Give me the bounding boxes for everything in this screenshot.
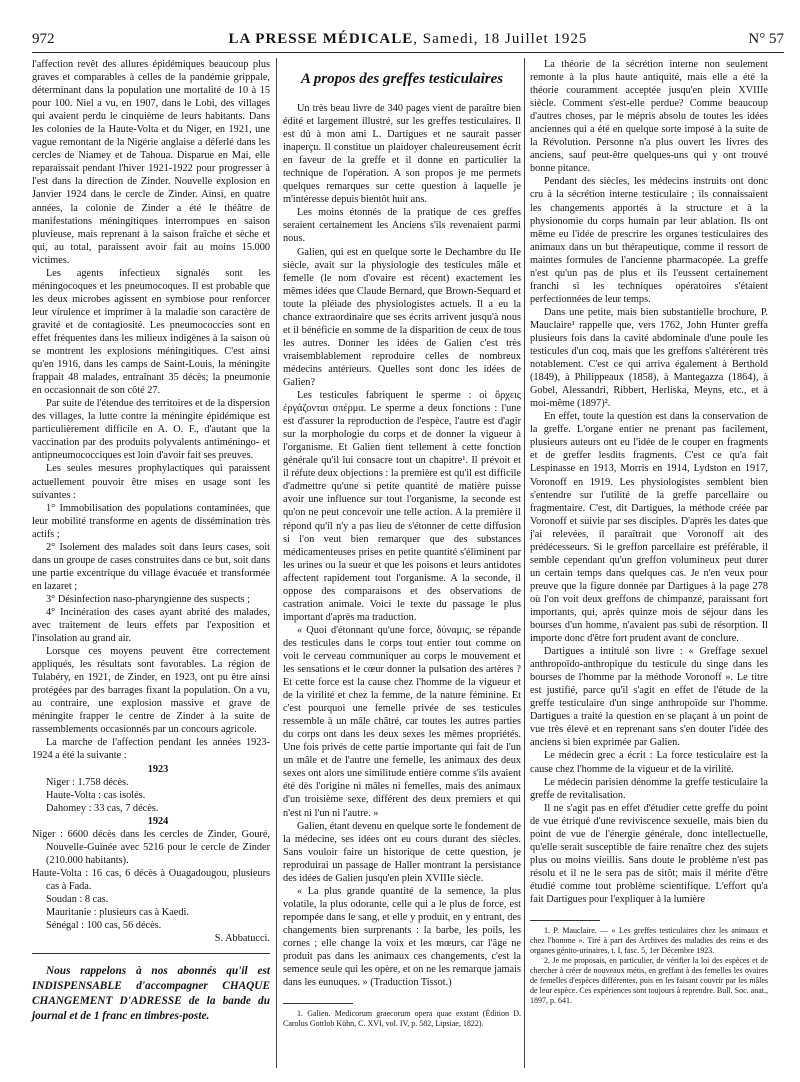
measure-item: 4° Incinération des cases ayant abrité des malades, avec traitement de leurs effets par l'exposition et l'insolation au grand air. bbox=[32, 606, 270, 645]
paragraph: Dans une petite, mais bien substantielle brochure, P. Mauclaire¹ rappelle que, vers 1762, John Hunter greffa plusieurs fois dans la cavité abdominale d'une poule les testicules d'un coq, mais que les greffons s'altérèrent très notablement. C'est ce qui arriva également à Berthold (1849), à Philippeaux (1858), à Mantegazza (1864), à Gobel, Alessandri, Ribbert, Herliska, Meyns, etc., et à moi-même (1897)². bbox=[530, 306, 768, 410]
paragraph: Il ne s'agit pas en effet d'étudier cette greffe du point de vue étriqué d'une reviviscence sexuelle, mais bien du point de vue de l'énergie générale, donc intellectuelle, qu'elle serait susceptible de faire renaître chez des sujets plus ou moins vieillis. Sans doute le problème n'est pas résolu et il ne le sera pas de sitôt; mais il mérite d'être étudié comme tout problème scientifique. L'effort qu'a fait Dartigues pour l'expliquer à la lumière bbox=[530, 802, 768, 905]
footnote: 2. Je me proposais, en particulier, de vérifier la loi des espèces et de chercher à créer de nouveaux métis, en greffant à des femelles les ovaires de femelles d'espèces différentes, puis en les faisant couvrir par les mâles de leur espèce. Ces expériences sont toujours à reprendre. Bull. Soc. anat., 1897, p. 641. bbox=[530, 956, 768, 1006]
footnote-divider bbox=[283, 1003, 353, 1004]
journal-name: LA PRESSE MÉDICALE bbox=[228, 31, 414, 47]
paragraph: Les testicules fabriquent le sperme : οἱ ὄρχεις ἐργάζονται σπέρμα. Le sperme a deux fonctions : l'une est d'assurer la reproduction de l'espèce, l'autre est d'agir sur la morphologie du corps et de donner la vigueur à l'organisme. Et Galien tient tellement à cette fonction générale qu'il lui consacre tout un chapitre¹. Il prévoit et il réfute deux objections : la première est qu'il est difficile d'admettre qu'une si petite quantité de matière puisse avoir une influence sur tout l'organisme, la seconde est qu'on ne peut concevoir une telle action. A la première il répond qu'il n'y a pas lieu de s'étonner de cette diffusion si l'on veut bien remarquer que des substances médicamenteuses prises en petite quantité s'éliminent par les urines ou la sueur et que les poisons et leurs antidotes affectent rapidement tout l'organisme. A la seconde, il oppose des comparaisons et des observations de castration animale. Voici le texte du passage le plus important d'après ma traduction. bbox=[283, 390, 521, 623]
measure-item: 3° Désinfection naso-pharyngienne des suspects ; bbox=[46, 593, 250, 605]
journal-masthead bbox=[32, 30, 784, 48]
footnote: 1. P. Mauclaire. — « Les greffes testiculaires chez les animaux et chez l'homme ». Tiré à part des Archives des maladies des reins et des organes génito-urinaires, t. I, fasc. 5, 1er Décembre 1923. bbox=[530, 926, 768, 956]
stat-line: Niger : 1.758 décès. bbox=[46, 776, 129, 788]
stat-line: Dahomey : 33 cas, 7 décès. bbox=[46, 802, 159, 814]
paragraph: Par suite de l'étendue des territoires et de la dispersion des villages, la lutte contre la méningite épidémique est particulièrement difficile en A. O. F., d'autant que la vaccination par des produits polyvalents antiméningo- et antipneumococciques est loin d'avoir fait ses preuves. bbox=[32, 398, 270, 462]
stat-line: Haute-Volta : cas isolés. bbox=[46, 789, 146, 801]
paragraph: En effet, toute la question est dans la conservation de la greffe. L'organe entier ne prenant pas facilement, plusieurs auteurs ont eu l'idée de le couper en fragments et de greffer lesdits fragments. C'est ce qu'a fait Lespinasse en 1913, Morris en 1914, Lydston en 1917, Voronoff en 1919. Les physiologistes semblent bien s'entendre sur l'utilité de la greffe parcellaire ou fragmentaire. C'est, dit Dartigues, la méthode créée par Voronoff et suivie par ses disciples. D'après les dates que j'ai relevées, il paraîtrait que Voronoff ait des prédécesseurs. Si le greffon parcellaire est préférable, il semble cependant qu'un greffon volumineux peut durer un certain temps dans quelques cas. Je n'en veux pour preuve que la figure donnée par Dartigues à la page 278 où l'on voit deux greffons de chimpanzé, paraissant fort importants, qui, après quinze mois de séjour dans les bourses d'un homme, n'avaient pas subi de résorption. Il importe donc d'être fort prudent avant de conclure. bbox=[530, 411, 768, 645]
stat-line: Mauritanie : plusieurs cas à Kaedi. bbox=[46, 907, 189, 919]
paragraph: La marche de l'affection pendant les années 1923-1924 a été la suivante : bbox=[32, 737, 270, 762]
quotation: « La plus grande quantité de la semence, la plus volatile, la plus odorante, celle qui a le plus de force, est repompée dans le sang, et elle y produit, en y entrant, des changements bien surprenants : la barbe, les poils, les cornes ; elle change la voix et les mœurs, car l'âge ne produit pas dans les animaux ces changements, c'est la semence seule qui les opère, et on ne les remarque jamais dans les eunuques. » (Traduction Tissot.) bbox=[283, 885, 521, 989]
paragraph: Les seules mesures prophylactiques qui paraissent actuellement pouvoir être mises en usage sont les suivantes : bbox=[32, 463, 270, 501]
subscriber-notice: Nous rappelons à nos abonnés qu'il est INDISPENSABLE d'accompagner CHAQUE CHANGEMENT D'ADRESSE de la bande du journal et de 1 franc en timbres-poste. bbox=[32, 965, 270, 1023]
column-divider bbox=[276, 58, 277, 1068]
issue-number: N° 57 bbox=[748, 31, 784, 47]
column-right bbox=[530, 58, 768, 1006]
measure-item: 1° Immobilisation des populations contaminées, que leur mobilité transforme en agents de dissémination très actifs ; bbox=[32, 502, 270, 540]
paragraph: Dartigues a intitulé son livre : « Greffage sexuel anthropoïdo-anthropique du testicule du singe dans les bourses de l'homme par la méthode Voronoff ». Le titre est justifié, parce qu'il s'agit en effet de l'étude de la greffe testiculaire d'un singe anthropoïde sur l'homme. Dartigues a traité la question en se plaçant à un point de vue très élevé et en reprenant sans s'en douter l'idée des anciens si bien exprimée par Galien. bbox=[530, 646, 768, 749]
article-title: A propos des greffes testiculaires bbox=[300, 71, 504, 87]
stat-line: Soudan : 8 cas. bbox=[46, 894, 109, 905]
paragraph: Les agents infectieux signalés sont les méningocoques et les pneumocoques. Il est probable que les deux microbes agissent en symbiose pour renforcer leur virulence et imprimer à la maladie son caractère de gravité et de contagiosité. Les pneumococcies sont en effet fréquentes dans les milieux indigènes à la saison où se montrent les explosions méningitiques. C'est ainsi qu'en 1916, dans les camps de Saint-Louis, la méningite frappait 48 malades, entraînant 35 décès; la pneumonie en occasionnait de son côté 27. bbox=[32, 267, 270, 397]
paragraph: Pendant des siècles, les médecins instruits ont donc cru à la sécrétion interne testiculaire ; ils connaissaient les changements apportés à la structure et à la physionomie du corps humain par leur ablation. Ils ont même eu l'idée de prescrire les organes testiculaires des animaux dans un but thérapeutique, comme il ressort de maintes formules de l'ancienne pharmacopée. La greffe n'est qu'un pas de plus et ils l'eussent certainement franchi si les techniques opératoires s'étaient perfectionnées de leur temps. bbox=[530, 176, 768, 305]
measure-item: 2° Isolement des malades soit dans leurs cases, soit dans un groupe de cases construites dans ce but, soit dans une partie excentrique du village évacuée et transformée en lazaret ; bbox=[32, 541, 270, 592]
stat-line: Niger : 6600 décès dans les cercles de Zinder, Gouré, Nouvelle-Guinée avec 5216 pour le cercle de Zinder (210.000 habitants). bbox=[32, 828, 270, 866]
column-left bbox=[32, 58, 270, 1024]
paragraph: La théorie de la sécrétion interne non seulement remonte à la plus haute antiquité, mais elle a été la théorie couramment acceptée jusqu'en plein XVIIIe siècle. Comment s'est-elle perdue? Comme beaucoup d'autres choses, par le mépris absolu de toutes les idées anciennes qui a été en quelque sorte imposé à la suite de la Révolution. Personne n'a plus ouvert les livres des anciens, sauf peut-être quelques-uns qui y ont trouvé bonne pitance. bbox=[530, 59, 768, 175]
paragraph: l'affection revêt des allures épidémiques beaucoup plus graves et comparables à celles de la pandémie grippale, déterminant dans la population une mortalité de 10 à 15 pour 100. Niel a vu, en 1907, dans le Lobi, des villages qui avaient perdu le cinquième de leurs habitants. Dans les colonies de la Haute-Volta et du Niger, en 1921, une vague remontant de la Nigérie anglaise a déferlé dans les cercles de Niamey et de Tahoua. Disparue en Mai, elle reparaissait pendant l'hiver 1921-1922 pour progresser à l'est dans la direction de Zinder. Nouvelle explosion en Janvier 1924 dans le cercle de Zinder. Ainsi, en quatre années, la colonie de Zinder a été le théâtre de manifestations méningitiques interrompues en saison pluvieuse, mais reprenant à la saison fraîche et sèche et qui, au total, paraissent avoir fait au moins 15.000 victimes. bbox=[32, 59, 270, 266]
paragraph: Le médecin parisien dénomme la greffe testiculaire la greffe de revitalisation. bbox=[530, 776, 768, 801]
column-divider bbox=[524, 58, 525, 1068]
author-signature: S. Abbatucci. bbox=[214, 933, 270, 945]
page-header bbox=[32, 30, 784, 53]
footnote: 1. Galien. Medicorum graecorum opera quae exstant (Édition D. Carolus Gottlob Kühn, C. XVI, vol. IV, p. 582, Lipsiae, 1822). bbox=[283, 1009, 521, 1029]
footnote-divider bbox=[530, 920, 600, 921]
paragraph: Un très beau livre de 340 pages vient de paraître bien édité et largement illustré, sur les greffes testiculaires. Il est dû à mon ami L. Dartigues et ne saurait passer inaperçu. Il constitue un plaidoyer chaleureusement écrit en faveur de la greffe et il donne en particulier la technique de l'opération. A son propos je me permets quelques remarques sur cette question à laquelle je m'intéresse depuis bientôt huit ans. bbox=[283, 103, 521, 206]
stat-line: Sénégal : 100 cas, 56 décès. bbox=[46, 920, 162, 932]
stat-line: Haute-Volta : 16 cas, 6 décès à Ouagadougou, plusieurs cas à Fada. bbox=[32, 867, 270, 892]
page-number: 972 bbox=[32, 31, 55, 47]
paragraph: Galien, étant devenu en quelque sorte le fondement de la médecine, ses idées ont eu cours durant des siècles. Sans vouloir faire un historique de cette question, je reproduirai un passage de Haller montrant la persistance des idées de Galien jusqu'en plein XVIIIe siècle. bbox=[283, 820, 521, 884]
column-middle bbox=[283, 58, 521, 1029]
paragraph: Les moins étonnés de la pratique de ces greffes seraient certainement les Anciens s'ils revenaient parmi nous. bbox=[283, 207, 521, 245]
year-heading: 1924 bbox=[147, 815, 169, 827]
paragraph: Lorsque ces moyens peuvent être correctement appliqués, les résultats sont favorables. La région de Tulabéry, en 1921, de Zinder, en 1923, ont pu être ainsi protégées par des barrages fixant la population. On a vu, au contraire, une explosion massive et grave de méningite frapper le centre de Zinder à la suite de rassemblements occasionnés par un concours agricole. bbox=[32, 646, 270, 736]
quotation: « Quoi d'étonnant qu'une force, δύναμις, se répande des testicules dans le corps tout entier tout comme on voit le cerveau communiquer au corps le mouvement et les sensations et le cœur donner la pulsation des artères ? Et cette force est la cause chez l'homme de la vigueur et de la virilité et chez la femme, de la nature féminine. Et c'est pourquoi une femelle privée de ses testicules ressemble à un mâle châtré, car toutes les autres parties du corps ont dans les deux sexes les mêmes propriétés. Une fois privés de cette partie importante qui fait de l'un un mâle et de l'autre une femelle, les animaux des deux sexes ont alors une similitude entière comme s'ils avaient été dès l'origine ni mâles ni femelles, mais des animaux d'un troisième sexe, différent des deux premiers et qui n'est ni l'un ni l'autre. » bbox=[283, 624, 521, 819]
paragraph: Le médecin grec a écrit : La force testiculaire est la cause chez l'homme de la vigueur et de la virilité. bbox=[530, 750, 768, 775]
year-heading: 1923 bbox=[147, 763, 169, 775]
issue-date: , Samedi, 18 Juillet 1925 bbox=[413, 31, 588, 47]
paragraph: Galien, qui est en quelque sorte le Dechambre du IIe siècle, avait sur la physiologie des testicules mâle et femelle (le nom d'ovaire est récent) exactement les mêmes idées que Claude Bernard, que Brown-Sequard et toute la pléiade des physiologistes actuels. Il a eu la chance extraordinaire que ses écrits arrivent jusqu'à nous et il bénéficie en somme de la disparition de ceux de tous les autres. Donner les idées de Galien c'est très vraisemblablement reproduire celles de nombreux médecins antérieurs. Quelles sont donc les idées de Galien? bbox=[283, 246, 521, 388]
section-divider bbox=[32, 953, 270, 954]
